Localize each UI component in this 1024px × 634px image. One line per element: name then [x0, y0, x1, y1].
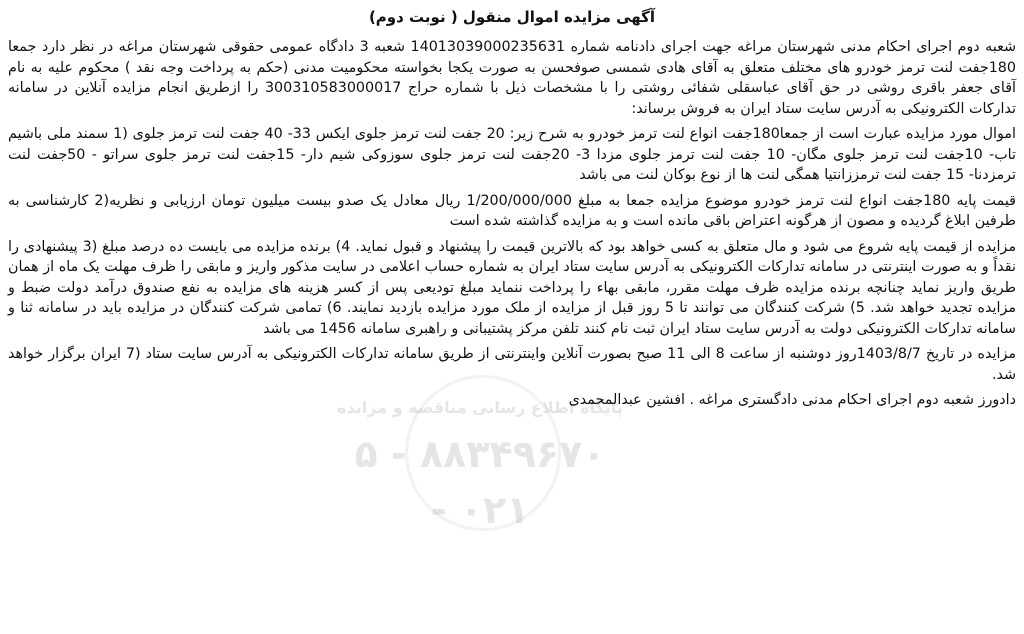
paragraph-intro: شعبه دوم اجرای احکام مدنی شهرستان مراغه جهت اجرای دادنامه شماره 14013039000235631 شعبه 3 دادگاه عمومی حقوقی شهرستان مراغه در نظر دارد جمعا 180جفت لنت ترمز خودرو های مختلف متعلق به آقای هادی شمسی صوفحسن به صورت یکجا بخواسته محکومیت مدنی (حکم به پرداخت وجه نقد ) محکوم علیه به نام آقای جعفر باقری روشی در حق آقای عباسقلی شفائی روشتی را با مشخصات ذیل با شماره حراج 300310583000017 را ازطریق انجام مزایده آنلاین در سامانه تدارکات الکترونیکی به آدرس سایت ستاد ایران به فروش برساند: [8, 39, 1016, 117]
paragraph-base-price: قیمت پایه 180جفت انواع لنت ترمز خودرو موضوع مزایده جمعا به مبلغ 1/200/000/000 ریال معادل یک صدو بیست میلیون تومان ارزیابی و نظریه(2 کارشناسی به طرفین ابلاغ گردیده و مصون از هرگونه اعتراض باقی مانده است و به مزایده گذاشته شده است [8, 192, 1016, 229]
signature: دادورز شعبه دوم اجرای احکام مدنی دادگستری مراغه . افشین عبدالمحمدی [568, 392, 1016, 408]
watermark-phone: ۸۸۳۴۹۶۷۰ - ۵ [354, 432, 606, 476]
notice-body [8, 37, 1016, 416]
paragraph-date: مزایده در تاریخ 1403/8/7روز دوشنبه از ساعت 8 الی 11 صبح بصورت آنلاین واینترنتی از طریق سامانه تدارکات الکترونیکی به آدرس سایت ستاد (7 ایران برگزار خواهد شد. [8, 346, 1016, 383]
watermark-area-code: ۰۲۱ - [430, 488, 530, 532]
notice-title: آگهی مزایده اموال منقول ( نوبت دوم) [368, 8, 656, 26]
watermark-site-name: پایگاه اطلاع رسانی مناقصه و مزایده [337, 398, 623, 417]
paragraph-items: اموال مورد مزایده عبارت است از جمعا180جفت انواع لنت ترمز خودرو به شرح زیر: 20 جفت لنت ترمز جلوی ایکس 33- 40 جفت لنت ترمز جلوی (1 سمند ملی باشیم تاب- 10جفت لنت ترمز جلوی مگان- 10 جفت لنت ترمز جلوی مزدا 3- 20جفت لنت ترمز جلوی سوزوکی شیم دار- 15جفت لنت ترمز جلوی سراتو - 50جفت لنت ترمزدنا- 15 جفت لنت ترمززانتیا همگی لنت ها از نوع بوکان لنت می باشد [8, 126, 1017, 183]
paragraph-conditions: مزایده از قیمت پایه شروع می شود و مال متعلق به کسی خواهد بود که بالاترین قیمت را پیشنهاد و قبول نماید. 4) برنده مزایده می بایست ده درصد مبلغ (3 پیشنهادی را نقداً و به صورت اینترنتی در سامانه تدارکات الکترونیکی به آدرس سایت ستاد ایران به شماره حساب اعلامی در سایت مذکور واریز و مابقی را ظرف مهلت یک ماه از همان طریق واریز نماید چنانچه برنده مزایده ظرف مهلت مقرر، مابقی بهاء را پرداخت ننماید مبلغ تودیعی پس از کسر هزینه های مزایده به نفع صندوق درآمد دولت ضبط و مزایده تجدید خواهد شد. 5) شرکت کنندگان می توانند تا 5 روز قبل از مزایده از ملک مورد مزایده بازدید نمایند. 6) تمامی شرکت کنندگان در مزایده باید در سامانه ثنا و سامانه تدارکات الکترونیکی دولت به آدرس سایت ستاد ایران ثبت نام کنند تلفن مرکز پشتیبانی و راهبری سامانه 1456 می باشد [8, 238, 1017, 337]
